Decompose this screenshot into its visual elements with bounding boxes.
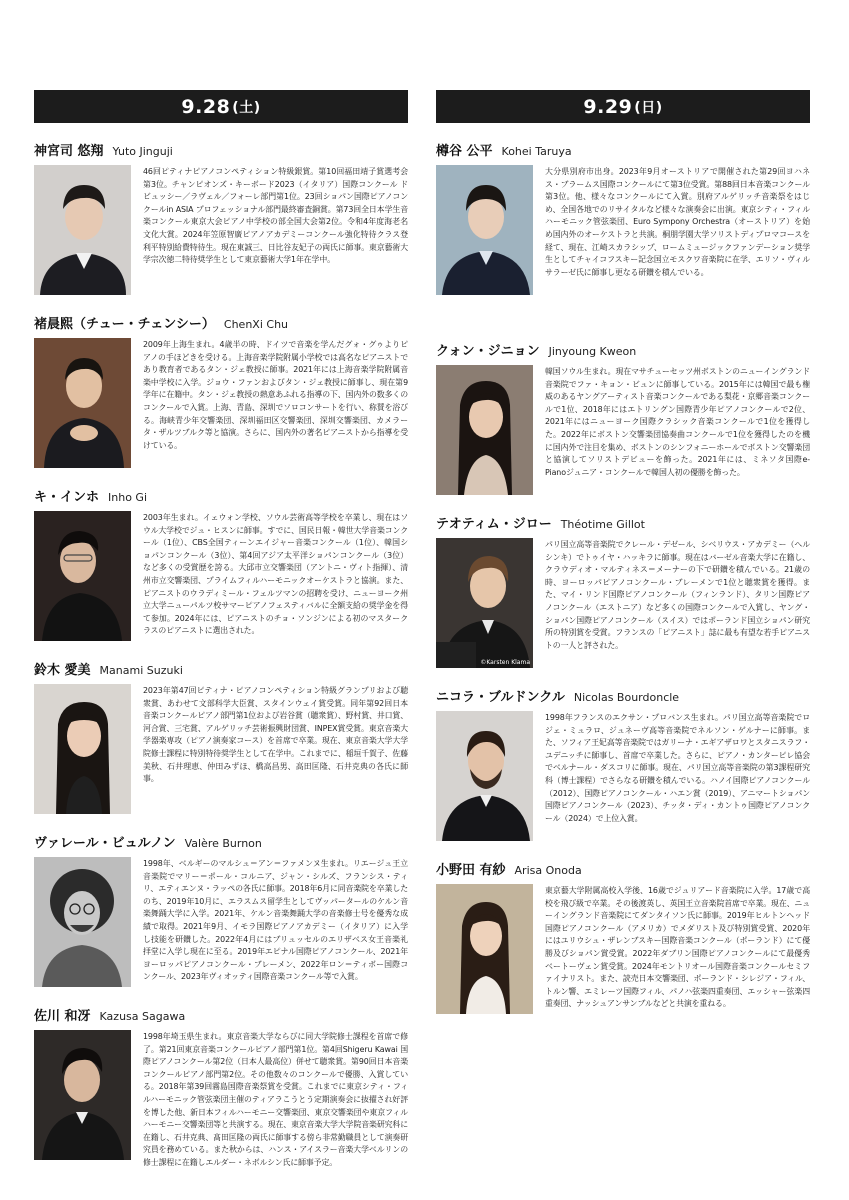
day-date: 9.28 bbox=[181, 95, 231, 118]
performer-name-en: Kohei Taruya bbox=[501, 145, 572, 158]
day-date: 9.29 bbox=[583, 95, 633, 118]
performer-name-jp: 樽谷 公平 bbox=[436, 144, 493, 159]
performer-bio: 2003年生まれ。イェウォン学校、ソウル芸術高等学校を卒業し、現在はソウル大学校でジュ・ヒスンに師事。すでに、国民日報・韓世大学音楽コンクール（1位）、CBS全国ティーンエイジャー音楽コンクール（1位）、韓国ショパンコンクール（3位）、第4回アジア太平洋ショパンコンクール（3位）など多くの受賞歴を誇る。大邱市立交響楽団（アントニ・ヴィト指揮）、清州市立交響楽団、プライムフィルハーモニックオーケストラと協演。また、ピアニストのウラディミール・フェルツマンの招聘を受け、ニューヨーク州立大学ニューパルツ校サマーピアノフェスティバルに全額支給の奨学金を得て参加。2024年には、ピアニストのチョ・ソンジンによる初のマスタークラスのピアニストに選出された。 bbox=[143, 513, 408, 636]
performer-entry bbox=[436, 859, 810, 1009]
performer-entry bbox=[436, 140, 810, 277]
performer-name-en: Valère Burnon bbox=[184, 837, 262, 850]
performer-entry bbox=[436, 340, 810, 477]
performer-photo bbox=[34, 511, 131, 641]
performer-name-jp: キ・インホ bbox=[34, 490, 100, 505]
performer-photo bbox=[34, 338, 131, 468]
performer-bio: パリ国立高等音楽院でクレール・デゼール、シベリウス・アカデミー（ヘルシンキ）でトゥイヤ・ハッキラに師事。現在はバーゼル音楽大学に在籍し、クラウディオ・マルティネス＝メーナーの下で研鑽を積んでいる。21歳の時、ヨーロッパピアノコンクール・ブレーメンで1位と聴衆賞を獲得。また、マイ・リンド国際ピアノコンクール（フィンランド）、タリン国際ピアノコンクール（エストニア）など多くの国際コンクールで入賞し、ヤング・ショパン国際ピアノコンクール（スイス）ではポーランド国立ショパン研究所の特別賞を受賞。フランスの「ピアニスト」誌に最も有望な若手ピアニストの一人と評された。 bbox=[545, 540, 810, 650]
photo-credit: ©Karsten Klama bbox=[480, 659, 530, 666]
performer-photo bbox=[436, 884, 533, 1014]
performer-name-jp: ヴァレール・ビュルノン bbox=[34, 836, 176, 851]
performer-name-jp: テオティム・ジロー bbox=[436, 517, 552, 532]
performer-entry bbox=[34, 486, 408, 636]
performer-name-en: Manami Suzuki bbox=[99, 664, 183, 677]
performer-entry bbox=[34, 659, 408, 784]
day-of-week: (土) bbox=[232, 99, 261, 116]
performer-name-jp: 神宮司 悠翔 bbox=[34, 144, 104, 159]
performer-photo bbox=[34, 165, 131, 295]
performer-bio: 1998年、ベルギーのマルシュ＝アン＝ファメンヌ生まれ。リエージュ王立音楽院でマリー＝ポール・コルニア、ジャン・シルズ、フランシス・ティリ、エティエンヌ・ラッペの各氏に師事。2018年6月に同音楽院を卒業したのち、2019年10月に、エラスムス留学生としてヴッパータールのケルン音楽舞踊大学に入学。2021年、ケルン音楽舞踊大学の音楽修士号を優秀な成績で取得。2021年9月、イモラ国際ピアノアカデミー（イタリア）に入学し技能を研鑽した。2022年4月にはブリュッセルのエリザベス女王音楽礼拝堂に入学し現在に至る。2019年エピナル国際ピアノコンクール、2021年ヨーロッパピアノコンクール・ブレーメン、2022年ロン＝ティボー国際コンクール、2023年ヴィオッティ国際音楽コンクール等で入賞。 bbox=[143, 859, 408, 982]
performer-name-jp: 佐川 和冴 bbox=[34, 1009, 91, 1024]
performer-bio: 1998年埼玉県生まれ。東京音楽大学ならびに同大学院修士課程を首席で修了。第21回東京音楽コンクールピアノ部門第1位。第4回Shigeru Kawai 国際ピアノコンクール第2位（日本人最高位）併せて聴衆賞。第90回日本音楽コンクールピアノ部門第2位。その他数々のコンクールで優勝、入賞している。2018年第39回霧島国際音楽祭賞を受賞。これまでに東京シティ・フィルハーモニック管弦楽団主催のティアラこうとう定期演奏会に抜擢され好評を博した他、新日本フィルハーモニー交響楽団、東京交響楽団や東京フィルハーモニー交響楽団等と共演する。現在、東京音楽大学大学院音楽研究科に在籍し、石井克典、髙田匡隆の両氏に師事する傍ら非常勤職員として演奏研究員を務めている。また秋からは、ハンス・アイスラー音楽大学ベルリンの修士課程に在籍しエルダー・ネボルシン氏に師事予定。 bbox=[143, 1032, 408, 1167]
performer-entry bbox=[34, 140, 408, 265]
performer-photo bbox=[436, 365, 533, 495]
performer-name-jp: クォン・ジニョン bbox=[436, 344, 540, 359]
performer-entry bbox=[34, 832, 408, 982]
performer-name-en: ChenXi Chu bbox=[223, 318, 289, 331]
performer-photo bbox=[34, 1030, 131, 1160]
performer-photo bbox=[436, 538, 533, 668]
performer-entry bbox=[34, 1005, 408, 1167]
performer-name-en: Nicolas Bourdoncle bbox=[573, 691, 680, 704]
performer-photo bbox=[436, 711, 533, 841]
performer-bio: 東京藝大学附属高校入学後、16歳でジュリアード音楽院に入学。17歳で高校を飛び級で卒業。その後渡英し、英国王立音楽院首席で卒業。現在、ニューイングランド音楽院にてダンタイソン氏に師事。2019年ヒルトンヘッド国際ピアノコンクール（アメリカ）でメダリスト及び特別賞受賞、2020年にはユリウシュ・ザレンブスキー国際音楽コンクール（ポーランド）にて優勝及びショパン賞受賞。2022年ダブリン国際ピアノコンクールにて最優秀ベートーヴェン賞受賞。2024年モントリオール国際音楽コンクールセミファイナリスト。また、読売日本交響楽団、ポーランド・シレジア・フィル、トルン響、エミレーツ国際フィル、パノハ弦楽四重奏団、エッシャー弦楽四重奏団、ナッシュアンサンブルなどと共演を重ねる。 bbox=[545, 886, 810, 1009]
performer-bio: 2023年第47回ピティナ・ピアノコンペティション特級グランプリおよび聴衆賞、あわせて文部科学大臣賞、スタインウェイ賞受賞。同年第92回日本音楽コンクールピアノ部門第1位および岩谷賞（聴衆賞）、野村賞、井口賞、河合賞、三宅賞、アルゲリッチ芸術振興財団賞、INPEX賞受賞。東京音楽大学器楽専攻（ピアノ演奏家コース）を首席で卒業。現在、東京音楽大学大学院修士課程に特別特待奨学生として在学中。これまでに、稲垣千賀子、佐藤美秋、石井理恵、仲田みずほ、橋高昌男、高田匡隆、石井克典の各氏に師事。 bbox=[143, 686, 408, 784]
performer-name-en: Inho Gi bbox=[108, 491, 148, 504]
day-of-week: (日) bbox=[634, 99, 663, 116]
performer-photo bbox=[34, 684, 131, 814]
day-header-sept-28 bbox=[34, 90, 408, 123]
performer-photo bbox=[436, 165, 533, 295]
performer-name-en: Jinyoung Kweon bbox=[548, 345, 637, 358]
performer-entry bbox=[34, 313, 408, 450]
column-sept-28 bbox=[34, 90, 408, 1167]
performer-name-jp: 鈴木 愛美 bbox=[34, 663, 91, 678]
performer-entry bbox=[436, 513, 810, 666]
performer-bio: 46回ピティナピアノコンペティション特級銀賞。第10回福田靖子賞選考会第3位。チャンピオンズ・キーボード2023（イタリア）国際コンクール ドビュッシー／ラヴェル／フォーレ部門第1位。23回ショパン国際ピアノコンクールin ASIA プロフェッショナル部門最終審査銅賞。第73回全日本学生音楽コンクール東京大会ピアノ中学校の部全国大会第2位。令和4年度海老名文化大賞。2024年笠原智廣ピアノアカデミーコンクール強化特待クラス登利平特別給費特待生。現在東誠三、日比谷友妃子の両氏に師事。東京藝術大学宗次徳二特待奨学生として東京藝術大学1年在学中。 bbox=[143, 167, 408, 265]
performer-name-en: Arisa Onoda bbox=[514, 864, 582, 877]
performer-name-jp: 褚晨熙（チュー・チェンシー） bbox=[34, 317, 215, 332]
performer-bio: 1998年フランスのエクサン・プロバンス生まれ。パリ国立高等音楽院でロジェ・ミュラロ、ジュネーヴ高等音楽院でネルソン・ゲルナーに師事。また、ソフィア王妃高等音楽院ではガリーナ・エギアザロワとスタニスラフ・ユデニッチに師事し、首席で卒業した。さらに、ピアノ・カンターピレ協会でベルナール・ダスコリに師事。現在、パリ国立高等音楽院の第3課程研究科（博士課程）でさらなる研鑽を積んでいる。ハノイ国際ピアノコンクール（2012）、国際ピアノコンクール・ハエン賞（2019）、アニマートショパン国際ピアノコンクール（2023）、チッタ・ディ・カントゥ国際ピアノコンクール（2024）で上位入賞。 bbox=[545, 713, 810, 823]
performer-bio: 大分県別府市出身。2023年9月オーストリアで開催された第29回ヨハネス・ブラームス国際コンクールにて第3位受賞。第88回日本音楽コンクール第3位。他、様々なコンクールにて入賞。別府アルゲリッチ音楽祭をはじめ、全国各地でのリサイタルなど様々な演奏会に出演。東京シティ・フィルハーモニック管弦楽団、Euro Sympony Orchestra（オーストリア）を始め国内外のオーケストラと共演。桐朋学園大学ソリストディプロマコースを経て、現在、江崎スカラシップ、ロームミュージックファンデーション奨学生としてチャイコフスキー記念国立モスクワ音楽院に在学、エリソ・ヴィルサラーゼ氏に師事し更なる研鑽を積んでいる。 bbox=[545, 167, 810, 277]
performer-name-en: Yuto Jinguji bbox=[112, 145, 173, 158]
performer-bio: 韓国ソウル生まれ。現在マサチューセッツ州ボストンのニューイングランド音楽院でファ・キョン・ビュンに師事している。2015年には韓国で最も権威のあるヤングアーティスト音楽コンクールである梨花・京郷音楽コンクールで1位、2018年にはエトリングン国際青少年ピアノコンクールで2位、2021年にはニューヨーク国際クラシック音楽コンクールで1位を獲得した。2022年にボストン交響楽団協奏曲コンクールで1位を獲得したのを機に国内外で注目を集め、ボストンのシンフォニーホールでボストン交響楽団と協演してソリストデビューを飾った。2021年には、ミネソタ国際e-Pianoジュニア・コンクールで韓国人初の優勝を飾った。 bbox=[545, 367, 810, 477]
performer-photo bbox=[34, 857, 131, 987]
performer-name-jp: 小野田 有紗 bbox=[436, 863, 506, 878]
performer-name-en: Théotime Gillot bbox=[560, 518, 645, 531]
day-header-sept-29 bbox=[436, 90, 810, 123]
performer-entry bbox=[436, 686, 810, 823]
performer-name-jp: ニコラ・ブルドンクル bbox=[436, 690, 565, 705]
column-sept-29 bbox=[436, 90, 810, 1009]
performer-name-en: Kazusa Sagawa bbox=[99, 1010, 186, 1023]
performer-bio: 2009年上海生まれ。4歳半の時、ドイツで音楽を学んだグォ・グゥよりピアノの手ほどきを受ける。上海音楽学院附属小学校では高名なピアニストであり教育者であるタン・ジェ教授に師事。2021年には上海音楽学院附属音楽中学校に入学。ジョウ・ファンおよびタン・ジェ教授に師事し、現在第9学年に在籍中。タン・ジェ教授の熱意あふれる指導の下、国内外の数多くのコンクールで入賞。上海、青島、深圳でソロコンサートを行い、称賛を浴びる。海峡青少年交響楽団、深圳福田区交響楽団、深圳交響楽団、カメラータ・ザルツブルク等と協演。さらに、国内外の著名ピアニストから指導を受けている。 bbox=[143, 340, 408, 450]
